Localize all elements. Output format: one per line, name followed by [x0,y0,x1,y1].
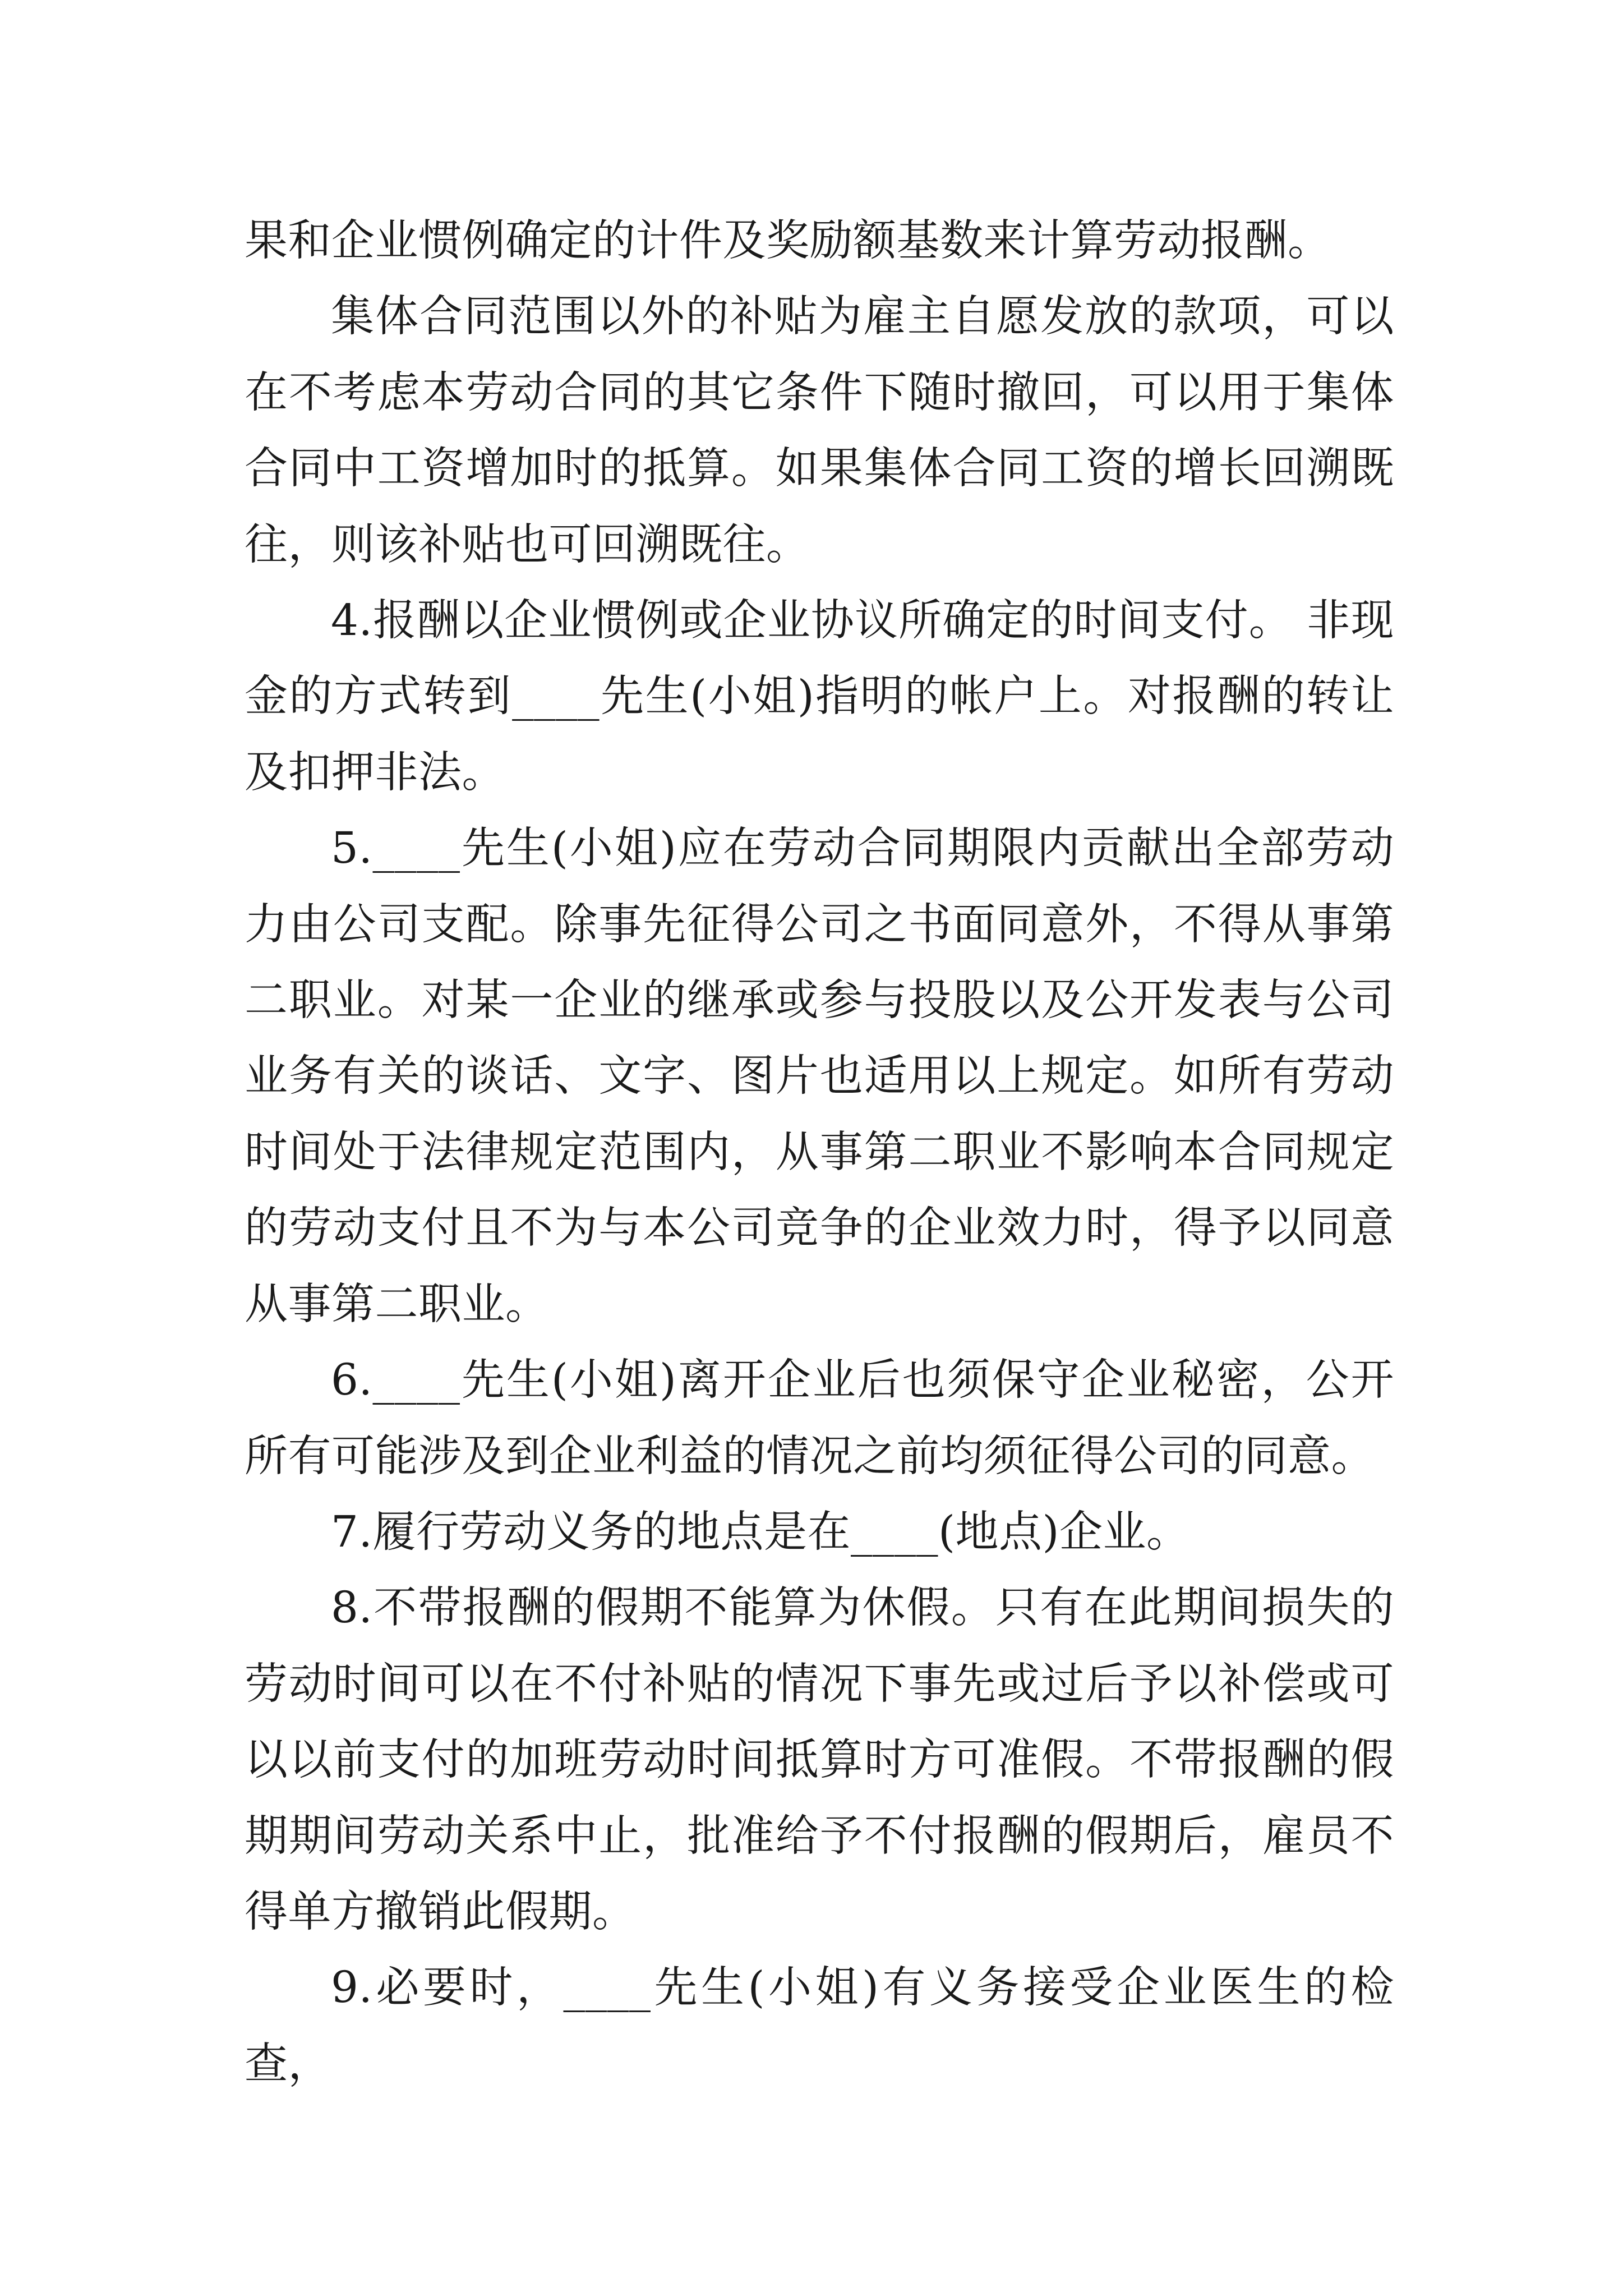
clause-8-unpaid-leave: 8.不带报酬的假期不能算为休假。只有在此期间损失的劳动时间可以在不付补贴的情况下事先或过后予以补偿或可以以前支付的加班劳动时间抵算时方可准假。不带报酬的假期期间劳动关系中止，批准给予不付报酬的假期后，雇员不得单方撤销此假期。 [245,1583,1394,1937]
clause-4-payment: 4.报酬以企业惯例或企业协议所确定的时间支付。 非现金的方式转到____先生(小姐)指明的帐户上。对报酬的转让及扣押非法。 [245,596,1394,798]
clause-7-work-location: 7.履行劳动义务的地点是在____(地点)企业。 [331,1507,1190,1557]
contract-text-body [245,203,1394,2102]
clause-9-medical-exam: 9.必要时，____先生(小姐)有义务接受企业医生的检查， [245,1963,1394,2089]
clause-5-second-job: 5.____先生(小姐)应在劳动合同期限内贡献出全部劳动力由公司支配。除事先征得公司之书面同意外，不得从事第二职业。对某一企业的继承或参与投股以及公开发表与公司业务有关的谈话、文字、图片也适用以上规定。如所有劳动时间处于法律规定范围内，从事第二职业不影响本合同规定的劳动支付且不为与本公司竞争的企业效力时，得予以同意从事第二职业。 [245,823,1394,1329]
paragraph-subsidy: 集体合同范围以外的补贴为雇主自愿发放的款项，可以在不考虑本劳动合同的其它条件下随时撤回，可以用于集体合同中工资增加时的抵算。如果集体合同工资的增长回溯既往，则该补贴也可回溯既往。 [245,292,1394,570]
paragraph-continuation: 果和企业惯例确定的计件及奖励额基数来计算劳动报酬。 [245,216,1331,266]
clause-6-confidentiality: 6.____先生(小姐)离开企业后也须保守企业秘密，公开所有可能涉及到企业利益的情况之前均须征得公司的同意。 [245,1355,1394,1481]
